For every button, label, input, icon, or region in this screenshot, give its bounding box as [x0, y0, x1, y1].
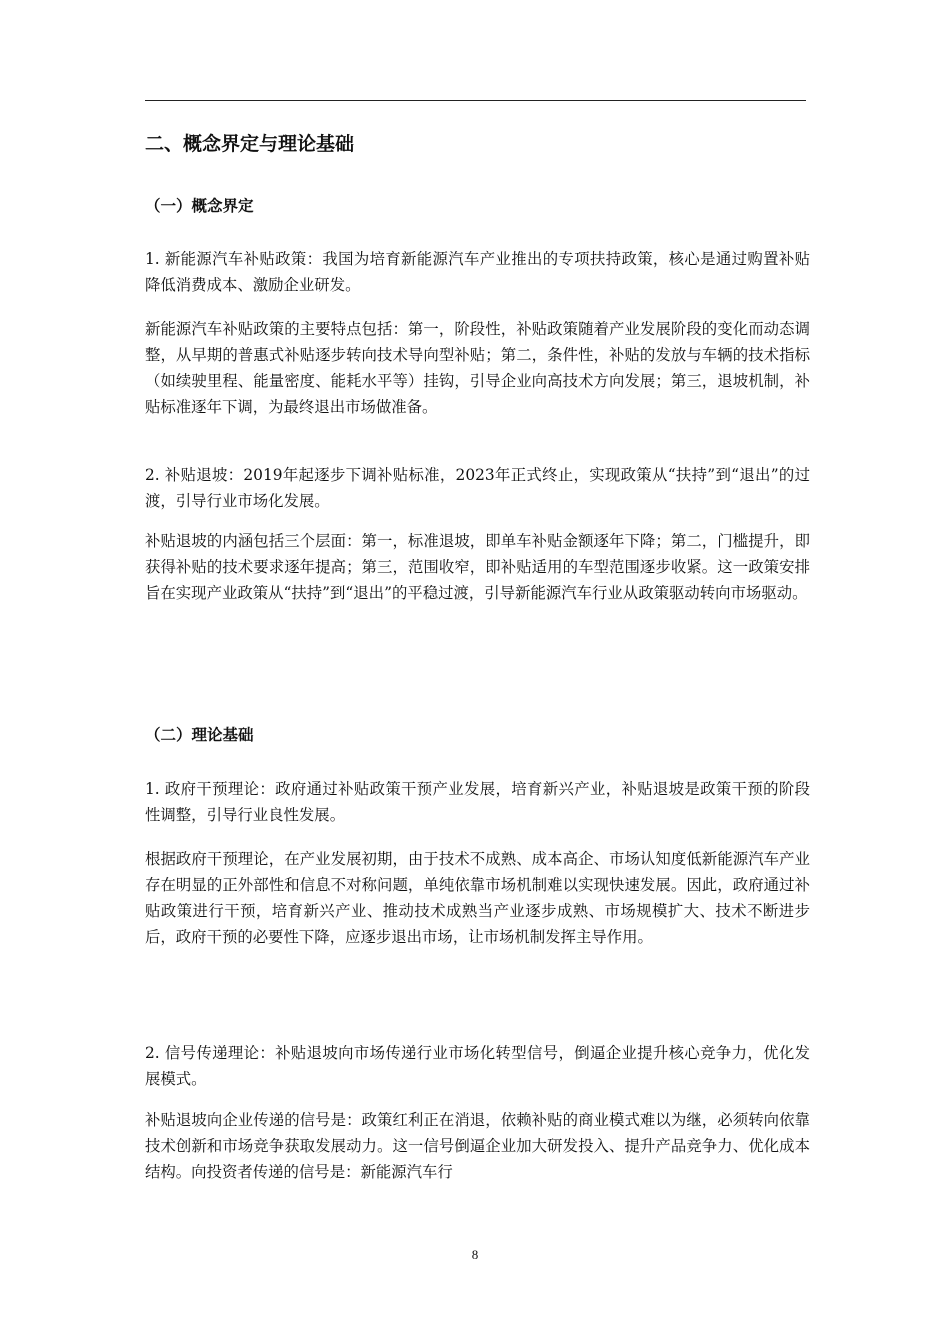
- subsection-title-theory: （二）理论基础: [145, 726, 254, 744]
- paragraph-government-intervention-detail: 根据政府干预理论，在产业发展初期，由于技术不成熟、成本高企、市场认知度低新能源汽车产业存在明显的正外部性和信息不对称问题，单纯依靠市场机制难以实现快速发展。因此，政府通过补贴政策进行干预，培育新兴产业、推动技术成熟当产业逐步成熟、市场规模扩大、技术不断进步后，政府干预的必要性下降，应逐步退出市场，让市场机制发挥主导作用。: [145, 850, 810, 946]
- paragraph-subsidy-policy-definition: 1. 新能源汽车补贴政策：我国为培育新能源汽车产业推出的专项扶持政策，核心是通过购置补贴降低消费成本、激励企业研发。: [145, 250, 810, 294]
- paragraph-signaling-detail: 补贴退坡向企业传递的信号是：政策红利正在消退，依赖补贴的商业模式难以为继，必须转向依靠技术创新和市场竞争获取发展动力。这一信号倒逼企业加大研发投入、提升产品竞争力、优化成本结构。向投资者传递的信号是：新能源汽车行: [145, 1111, 810, 1181]
- paragraph-signaling-theory: 2. 信号传递理论：补贴退坡向市场传递行业市场化转型信号，倒逼企业提升核心竞争力，优化发展模式。: [145, 1044, 810, 1088]
- paragraph-government-intervention-theory: 1. 政府干预理论：政府通过补贴政策干预产业发展，培育新兴产业，补贴退坡是政策干预的阶段性调整，引导行业良性发展。: [145, 780, 810, 824]
- header-rule: [145, 100, 806, 101]
- section-title: 二、概念界定与理论基础: [145, 133, 355, 155]
- paragraph-subsidy-policy-features: 新能源汽车补贴政策的主要特点包括：第一，阶段性，补贴政策随着产业发展阶段的变化而动态调整，从早期的普惠式补贴逐步转向技术导向型补贴；第二，条件性，补贴的发放与车辆的技术指标（如续驶里程、能量密度、能耗水平等）挂钩，引导企业向高技术方向发展；第三，退坡机制，补贴标准逐年下调，为最终退出市场做准备。: [145, 320, 810, 416]
- subsection-title-concepts: （一）概念界定: [145, 197, 254, 215]
- page-number: 8: [471, 1247, 479, 1262]
- paragraph-subsidy-phaseout-meaning: 补贴退坡的内涵包括三个层面：第一，标准退坡，即单车补贴金额逐年下降；第二，门槛提升，即获得补贴的技术要求逐年提高；第三，范围收窄，即补贴适用的车型范围逐步收紧。这一政策安排旨在实现产业政策从“扶持”到“退出”的平稳过渡，引导新能源汽车行业从政策驱动转向市场驱动。: [145, 532, 810, 602]
- paragraph-subsidy-phaseout-definition: 2. 补贴退坡：2019年起逐步下调补贴标准，2023年正式终止，实现政策从“扶持”到“退出”的过渡，引导行业市场化发展。: [145, 466, 810, 510]
